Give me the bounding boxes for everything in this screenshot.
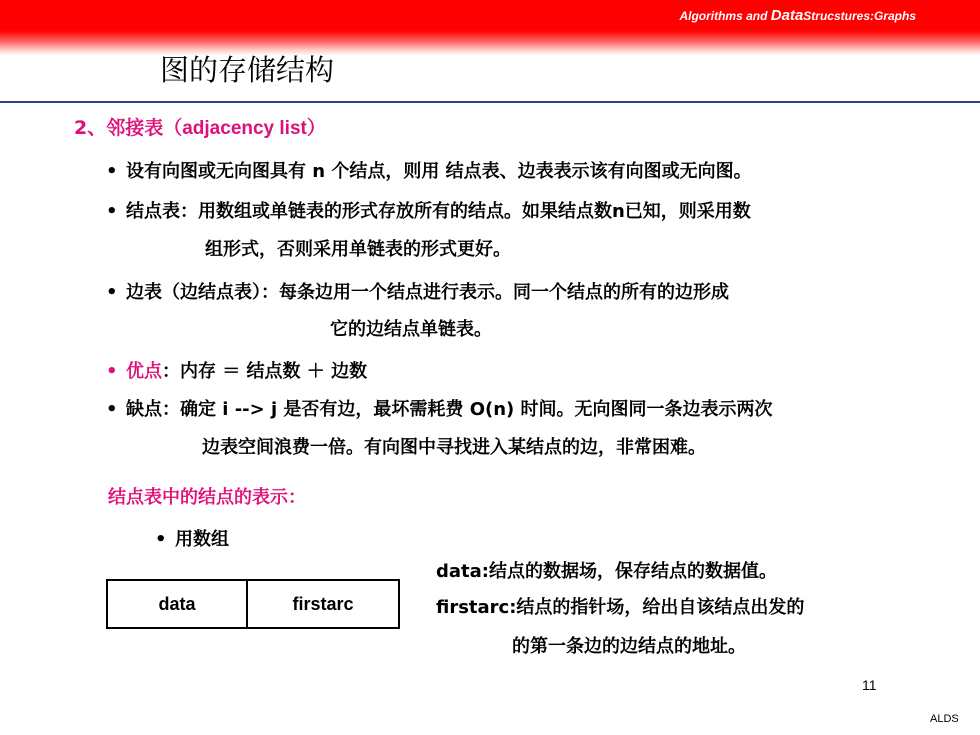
firstarc-field-description: firstarc:结点的指针场，给出自该结点出发的 (436, 597, 805, 618)
node-structure-box (106, 579, 400, 629)
section-title: 2、邻接表（adjacency list） (74, 117, 326, 139)
bullet-continuation: 组形式，否则采用单链表的形式更好。 (205, 239, 511, 260)
bullet-continuation: 它的边结点单链表。 (330, 319, 492, 340)
bullet-item: • 优点：内存 ＝ 结点数 ＋ 边数 (106, 361, 368, 382)
firstarc-field: firstarc (292, 593, 354, 614)
course-header: Algorithms and DataStrucstures:Graphs (679, 7, 916, 24)
page-number: 11 (862, 677, 877, 693)
data-field: data (108, 581, 248, 627)
footer-label: ALDS (930, 713, 959, 725)
bullet-continuation: 边表空间浪费一倍。有向图中寻找进入某结点的边，非常困难。 (202, 437, 706, 458)
title-divider (0, 101, 980, 103)
bullet-item: • 设有向图或无向图具有 n 个结点，则用 结点表、边表表示该有向图或无向图。 (106, 161, 752, 182)
page-title: 图的存储结构 (160, 53, 335, 87)
node-representation-heading: 结点表中的结点的表示： (108, 487, 306, 508)
bullet-item: • 边表（边结点表）：每条边用一个结点进行表示。同一个结点的所有的边形成 (106, 282, 729, 303)
bullet-item: • 用数组 (155, 529, 229, 550)
bullet-item: • 结点表：用数组或单链表的形式存放所有的结点。如果结点数n已知，则采用数 (106, 201, 751, 222)
bullet-item: • 缺点：确定 i --> j 是否有边，最坏需耗费 O(n) 时间。无向图同一条边表示两次 (106, 399, 773, 420)
firstarc-field-description-cont: 的第一条边的边结点的地址。 (512, 636, 746, 657)
data-field-description: data:结点的数据场，保存结点的数据值。 (436, 561, 777, 582)
